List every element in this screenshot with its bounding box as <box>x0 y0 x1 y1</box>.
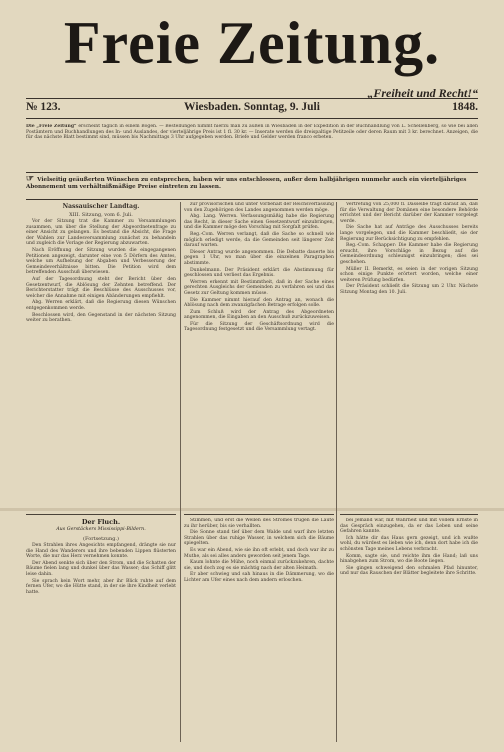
page-fold <box>0 508 504 511</box>
rule-below-dateline <box>26 118 478 119</box>
pointing-hand-icon: ☞ <box>26 176 35 184</box>
column-feuilleton-1 <box>26 536 176 746</box>
paragraph: Die Kammer nimmt hierauf den Antrag an, wonach die Ablösung nach dem zwanzigfachen Betrage erfolgen solle. <box>184 297 334 309</box>
rule-above-abo <box>26 172 478 173</box>
paragraph: Abg. Werren erklärt, daß die Regierung diesen Wünschen entgegenkommen werde. <box>26 300 176 311</box>
paragraph: Abg. Lang. Werren. Verfassungsmäßig habe die Regierung das Recht, in dieser Sache einen Gesetzentwurf einzubringen, und die Kammer möge den Vorschlag mit Sorgfalt prüfen. <box>184 214 334 231</box>
column-divider-1 <box>180 202 181 742</box>
paragraph: Komm, sagte sie, und reichte ihm die Hand; laß uns hinabgehen zum Strom, wo die Boote liegen. <box>340 553 478 565</box>
feuilleton-title: Der Fluch. <box>81 518 121 526</box>
rule-above-columns <box>26 199 478 200</box>
place-date: Wiesbaden. Sonntag, 9. Juli <box>184 101 320 113</box>
feuilleton-rule-1 <box>26 514 176 515</box>
notice-lead: Die „Freie Zeitung“ <box>26 124 77 129</box>
paragraph: Der Präsident schließt die Sitzung um 2 Uhr. Nächste Sitzung Montag den 10. Juli. <box>340 284 478 295</box>
notice-text: erscheint täglich in einem Bogen. — Bestellungen nimmt hierzu man zu außen in Wiesbaden in der Expedition in der Buchhandlung von L. Schellenberg, so wie bei allen Postämtern und Buchhandlungen des In- und Auslandes, der vierteljährige Preis ist 1 fl. 30 kr. — Inserate werden die dreispaltige Petitzeile oder deren Raum mit 3 kr. berechnet. Anzeigen, die für das nächste Blatt bestimmt sind, müssen bis Nachmittags 3 Uhr aufgegeben werden. Briefe und Gelder werden franco erbeten. <box>26 124 478 141</box>
abonnement-notice <box>26 176 478 198</box>
feuilleton-subtitle: Aus Gerstäckers Mississippi-Bildern. <box>56 527 146 532</box>
section-subheading: XIII. Sitzung, vom 6. Juli. <box>69 212 133 218</box>
dateline <box>26 100 478 116</box>
paragraph: Müller II. Bemerkt, es seien in der vorigen Sitzung schon einige Punkte erörtert worden, welche einer weiteren Prüfung bedürfen. <box>340 266 478 283</box>
column-feuilleton-2 <box>184 518 334 746</box>
paragraph: Für die Sitzung der Geschäftsordnung wird die Tagesordnung festgesetzt und die Versammlung vertagt. <box>184 321 334 333</box>
issue-year: 1848. <box>452 101 478 113</box>
paragraph: Es war ein Abend, wie sie ihn oft erlebt, und doch war ihr zu Muthe, als sei alles anders geworden seit jenem Tage. <box>184 547 334 559</box>
issue-number: № 123. <box>26 101 61 113</box>
paragraph: Dunkelmann. Der Präsident erklärt die Abstimmung für geschlossen und verliest das Ergebnis. <box>184 267 334 279</box>
column-two-top <box>184 202 334 508</box>
column-three-top <box>340 202 478 508</box>
paragraph: Werren erkennt mit Bestimmtheit, daß in der Sache eines gerechten Ausgleichs der Gemeinden zu verfahren sei und das Gesetz zur Geltung kommen müsse. <box>184 279 334 296</box>
paragraph: Er aber schwieg und sah hinaus in die Dämmerung, wo die Lichter am Ufer eines nach dem andern erloschen. <box>184 572 334 583</box>
paragraph: Stimmen, und erst die Wellen des Stromes trugen die Laute zu ihr herüber, bis sie verhallten. <box>184 518 334 529</box>
section-heading: Nassauischer Landtag. <box>62 203 140 210</box>
paragraph: Kaum lohnte die Mühe, noch einmal zurückzukehren, dachte sie, und doch zog es sie mächtig nach der alten Heimath. <box>184 560 334 571</box>
paragraph: Sie gingen schweigend den schmalen Pfad hinunter, und nur das Rauschen der Blätter begleitete ihre Schritte. <box>340 565 478 577</box>
paragraph: Dieser Antrag wurde angenommen. Die Debatte dauerte bis gegen 1 Uhr, wo man über die einzelnen Paragraphen abstimmte. <box>184 249 334 266</box>
paragraph: Reg.-Com. Werren verlangt, daß die Sache so schnell wie möglich erledigt werde, da die Gemeinden seit längerer Zeit darauf warten. <box>184 231 334 249</box>
paragraph: Sie sprach kein Wort mehr, aber ihr Blick ruhte auf dem fernen Ufer, wo die Hütte stand, in der sie ihre Kindheit verlebt hatte. <box>26 578 176 595</box>
column-landtag <box>26 202 176 508</box>
column-feuilleton-3 <box>340 518 478 746</box>
feuilleton-continuation: (Fortsetzung.) <box>83 536 119 542</box>
paragraph: Ich hätte dir das Haus gern gezeigt, und ich wußte wohl, du würdest es lieben wie ich, denn dort habe ich die schönsten Tage meines Lebens verbracht. <box>340 535 478 552</box>
paragraph: zur provisorischen und unter Vorbehalt der Reichsverfassung von den Zugehörigen des Landes angenommen werden möge. <box>184 202 334 213</box>
paragraph: Auf der Tagesordnung steht der Bericht über den Gesetzentwurf, die Ablösung der Zehnten betreffend. Der Berichterstatter trägt die Beschlüsse des Ausschusses vor, welcher die Annahme mit einigen Abänderungen empfiehlt. <box>26 276 176 299</box>
paragraph: Den Strahlen ihres Angesichts empfangend, drängte sie nur die Hand des Wanderers und ihre bebenden Lippen flüsterten Worte, die nur das Herz vernehmen konnte. <box>26 543 176 560</box>
motto: „Freiheit und Recht!“ <box>367 86 478 100</box>
feuilleton-rule-2 <box>184 514 334 515</box>
paragraph: Die Sache hat auf Anträge des Ausschusses bereits lange vorgelegen, und die Kammer beschließt, sie der Regierung zur Berücksichtigung zu empfehlen. <box>340 225 478 242</box>
paragraph: Nach Eröffnung der Sitzung wurden die eingegangenen Petitionen angezeigt, darunter eine von 5 Dörfern des Amtes, welche um Aufhebung der Abgaben und Verbesserung der Gemeindeverhältnisse bitten. Die Petition wird dem betreffenden Ausschuß überwiesen. <box>26 247 176 276</box>
subscription-notice <box>26 124 478 170</box>
paragraph: Beschlossen wird, den Gegenstand in der nächsten Sitzung weiter zu berathen. <box>26 312 176 324</box>
paragraph: Der Abend senkte sich über den Strom, und die Schatten der Bäume fielen lang und dunkel über das Wasser; das Schiff glitt leise dahin. <box>26 560 176 577</box>
paragraph: Vertretung von 25,000 fl. Dasselbe trägt darauf an, daß für die Verwaltung der Domänen eine besondere Behörde errichtet und der Bericht darüber der Kammer vorgelegt werde. <box>340 202 478 224</box>
masthead-title: Freie Zeitung. <box>63 10 441 76</box>
rule-top <box>26 98 478 99</box>
paragraph: Vor der Sitzung trat die Kammer zu Versammlungen zusammen, um über die Stellung der Abgeordnetenfrage zu einer Ansicht zu gelangen. Es bestand die Absicht, die Frage der Wahlen zur Landesversammlung zunächst zu behandeln und zugleich die Vorlage der Regierung abzuwarten. <box>26 219 176 247</box>
abo-text: Vielseitig geäußerten Wünschen zu entsprechen, haben wir uns entschlossen, außer dem halbjährigen nunmehr auch ein vierteljähriges Abonnement um verhältnißmäßige Preise eintreten zu lassen. <box>26 177 467 190</box>
feuilleton-rule-3 <box>340 514 478 515</box>
paragraph: bei Jemand war, mit Wahrheit und mit vollem Ernste in das Gespräch einzugehen, da er das Leben und seine Gefahren kannte. <box>340 518 478 535</box>
paragraph: Zum Schluß wird der Antrag des Abgeordneten angenommen, die Eingaben an den Ausschuß zurückzuweisen. <box>184 309 334 321</box>
paragraph: Reg.-Com. Schapper: Die Kammer habe die Regierung ersucht, ihre Vorschläge in Bezug auf die Gemeindeordnung schleunigst einzubringen; dies sei geschehen. <box>340 243 478 265</box>
paragraph: Die Sonne stand tief über dem Walde und warf ihre letzten Strahlen über das ruhige Wasser, in welchem sich die Bäume spiegelten. <box>184 530 334 547</box>
column-divider-2 <box>336 202 337 742</box>
